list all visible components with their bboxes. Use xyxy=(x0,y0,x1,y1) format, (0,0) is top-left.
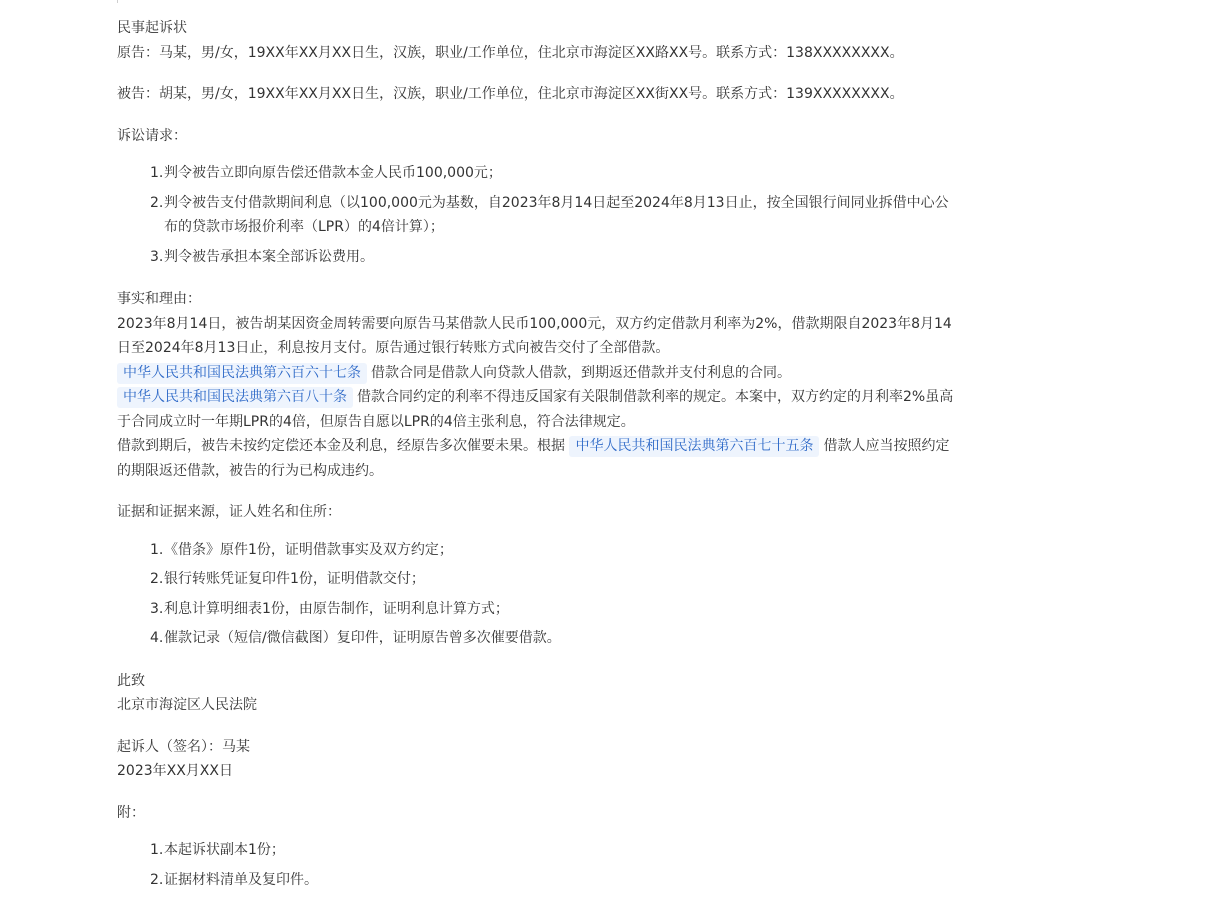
evidence-list xyxy=(117,538,957,651)
list-number: 3. xyxy=(150,248,164,265)
plaintiff-info: 原告：马某，男/女，19XX年XX月XX日生，汉族，职业/工作单位，住北京市海淀区XX路XX号。联系方式：138XXXXXXXX。 xyxy=(117,44,904,61)
list-text: 判令被告支付借款期间利息（以100,000元为基数，自2023年8月14日起至2024年8月13日止，按全国银行间同业拆借中心公布的贷款市场报价利率（LPR）的4倍计算）； xyxy=(164,194,949,235)
law-reference-link[interactable]: 中华人民共和国民法典第六百八十条 xyxy=(117,387,353,408)
complaint-document xyxy=(117,16,957,897)
claims-list xyxy=(117,161,957,269)
list-item xyxy=(117,567,957,592)
law-reference-link[interactable]: 中华人民共和国民法典第六百七十五条 xyxy=(569,436,819,457)
list-item xyxy=(117,626,957,651)
breach-text-start: 借款到期后，被告未按约定偿还本金及利息，经原告多次催要未果。根据 xyxy=(117,438,565,454)
facts-citation-680 xyxy=(117,385,957,434)
list-item xyxy=(117,191,957,240)
signer: 起诉人（签名）：马某 xyxy=(117,738,250,755)
list-item xyxy=(117,245,957,270)
list-number: 1. xyxy=(150,541,164,558)
salutation: 此致 xyxy=(117,672,145,689)
citation-text: 借款合同约定的利率不得违反国家有关限制借款利率的规定。本案中，双方约定的月利率2%虽高于合同成立时一年期LPR的4倍，但原告自愿以LPR的4倍主张利息，符合法律规定。 xyxy=(117,389,954,430)
list-text: 利息计算明细表1份，由原告制作，证明利息计算方式； xyxy=(164,600,509,617)
list-item xyxy=(117,538,957,563)
defendant-info: 被告：胡某，男/女，19XX年XX月XX日生，汉族，职业/工作单位，住北京市海淀区XX街XX号。联系方式：139XXXXXXXX。 xyxy=(117,86,904,102)
filing-date: 2023年XX月XX日 xyxy=(117,763,233,779)
list-text: 催款记录（短信/微信截图）复印件，证明原告曾多次催要借款。 xyxy=(164,630,561,646)
document-title: 民事起诉状 xyxy=(117,20,187,36)
attachments-list xyxy=(117,838,957,892)
facts-citation-667 xyxy=(117,361,957,386)
list-number: 1. xyxy=(150,842,164,858)
list-number: 2. xyxy=(150,571,164,587)
list-text: 《借条》原件1份，证明借款事实及双方约定； xyxy=(164,541,453,558)
list-item xyxy=(117,868,957,893)
list-text: 判令被告承担本案全部诉讼费用。 xyxy=(164,248,374,265)
facts-breach-paragraph xyxy=(117,434,957,483)
list-number: 1. xyxy=(150,165,164,181)
list-text: 本起诉状副本1份； xyxy=(164,842,285,858)
list-text: 判令被告立即向原告偿还借款本金人民币100,000元； xyxy=(164,165,502,181)
citation-text: 借款合同是借款人向贷款人借款，到期返还借款并支付利息的合同。 xyxy=(371,364,791,381)
facts-paragraph: 2023年8月14日，被告胡某因资金周转需要向原告马某借款人民币100,000元，双方约定借款月利率为2%，借款期限自2023年8月14日至2024年8月13日止，利息按月支付。原告通过银行转账方式向被告交付了全部借款。 xyxy=(117,315,952,356)
list-item xyxy=(117,161,957,186)
list-text: 证据材料清单及复印件。 xyxy=(164,871,318,888)
top-divider-mark xyxy=(117,0,118,3)
list-number: 3. xyxy=(150,600,164,617)
facts-heading: 事实和理由： xyxy=(117,291,201,307)
list-number: 2. xyxy=(150,871,164,888)
list-number: 2. xyxy=(150,194,164,211)
evidence-heading: 证据和证据来源，证人姓名和住所： xyxy=(117,504,341,520)
list-text: 银行转账凭证复印件1份，证明借款交付； xyxy=(164,571,425,587)
list-item xyxy=(117,597,957,622)
law-reference-link[interactable]: 中华人民共和国民法典第六百六十七条 xyxy=(117,363,367,384)
list-item xyxy=(117,838,957,863)
breach-text-end: 借款人应当按照约定的期限返还借款，被告的行为已构成违约。 xyxy=(117,438,950,479)
court-name: 北京市海淀区人民法院 xyxy=(117,697,257,713)
attachments-heading: 附： xyxy=(117,804,145,821)
claims-heading: 诉讼请求： xyxy=(117,127,187,144)
list-number: 4. xyxy=(150,630,164,646)
